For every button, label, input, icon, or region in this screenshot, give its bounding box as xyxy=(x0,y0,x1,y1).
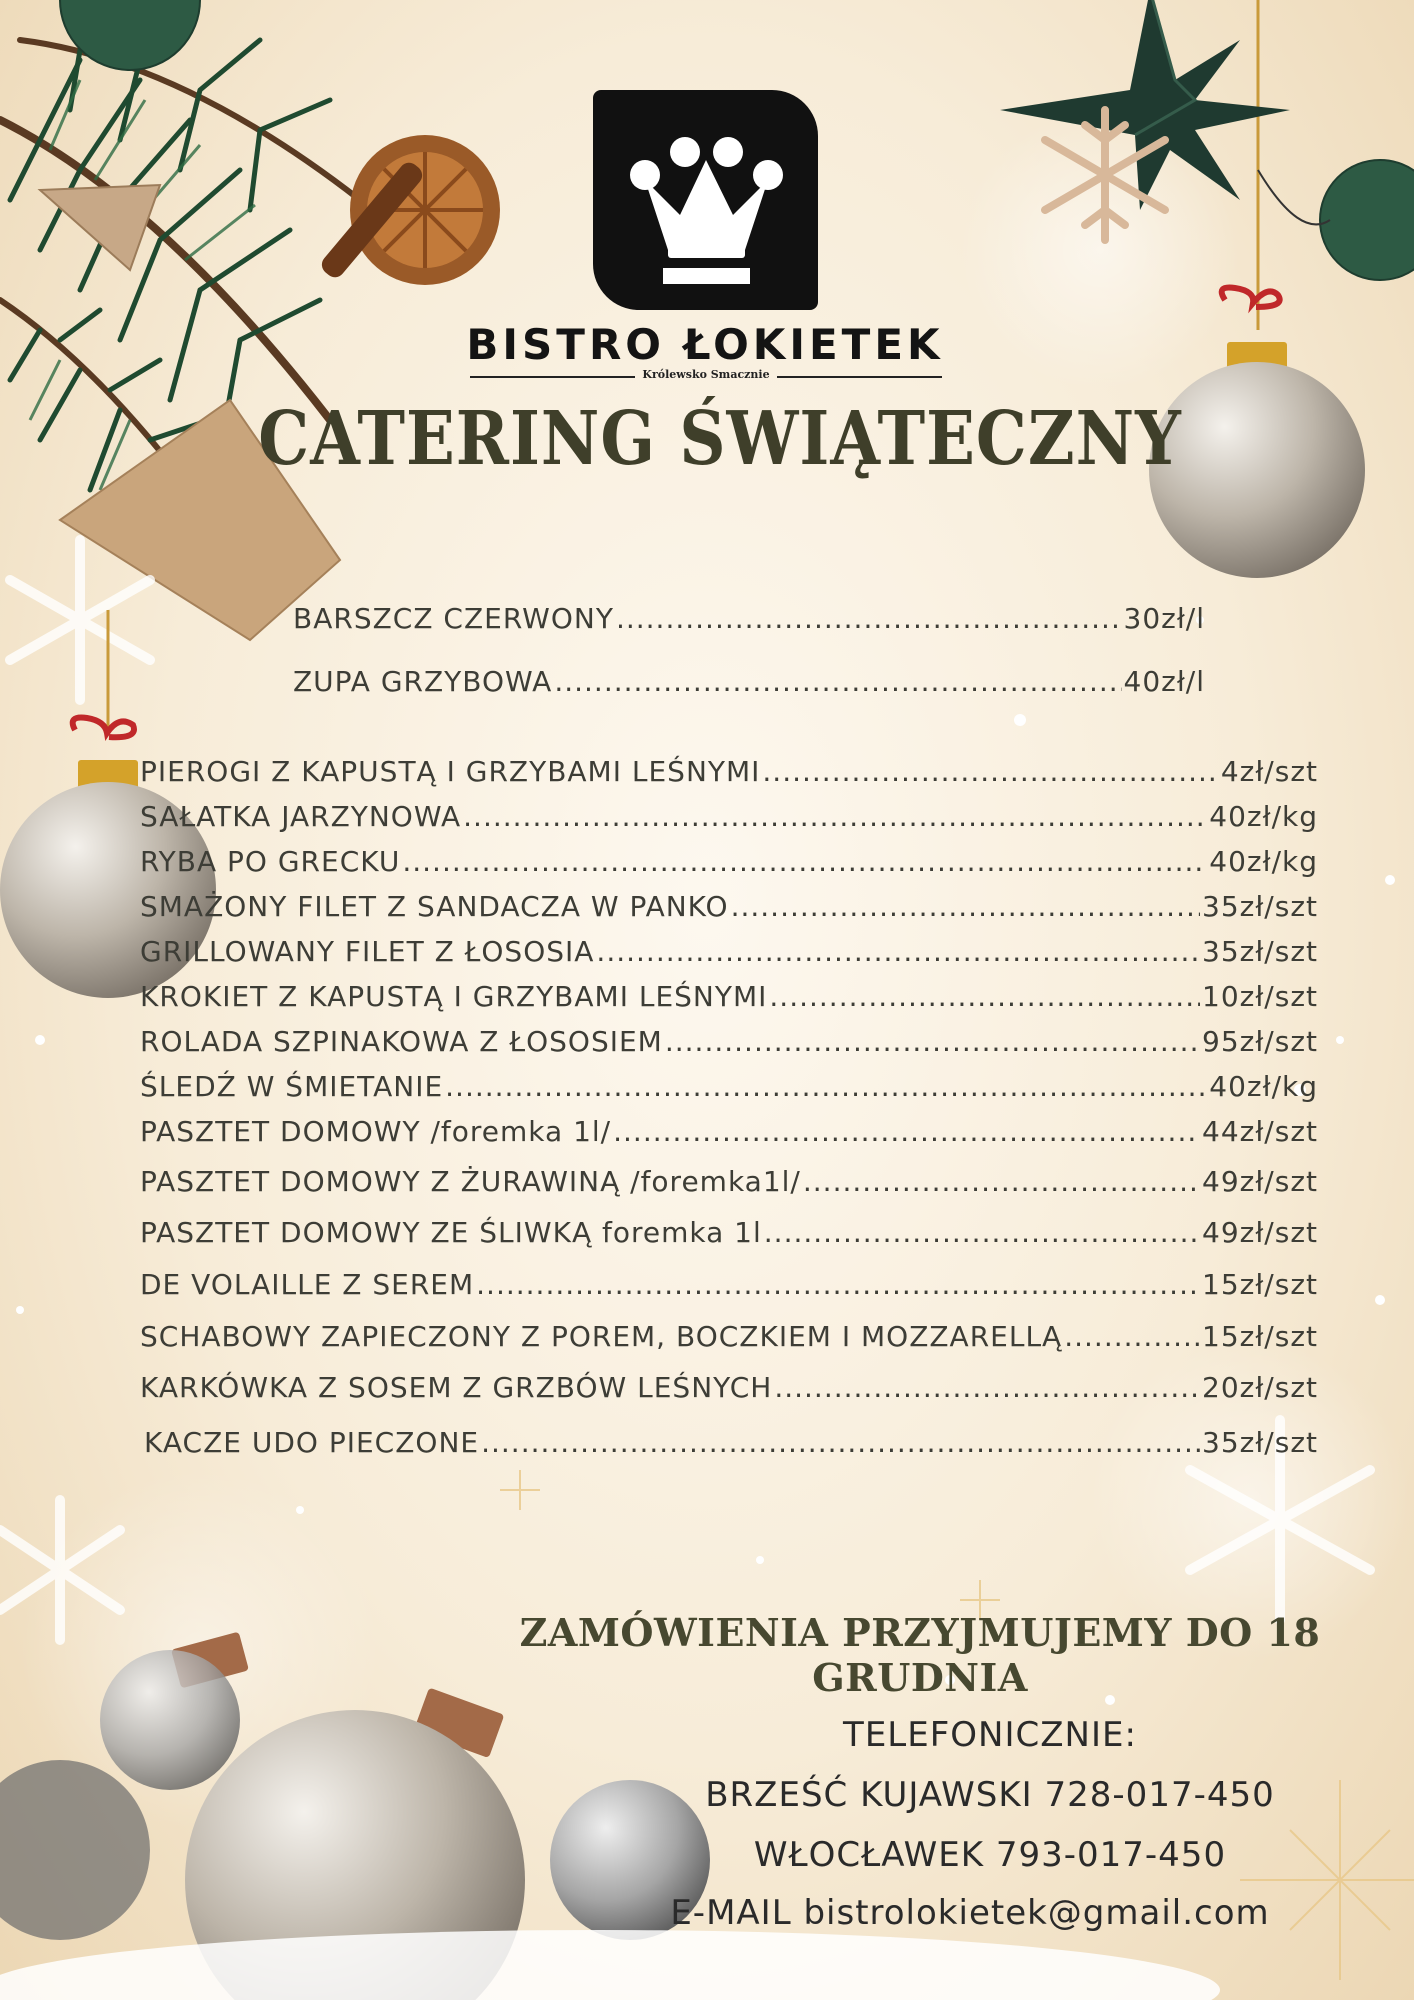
leader-dots xyxy=(769,980,1200,1013)
menu-item-price: 40zł/l xyxy=(1123,665,1205,698)
menu-item-price: 15zł/szt xyxy=(1202,1320,1318,1353)
tagline-wrap xyxy=(470,368,942,386)
menu-item-name: GRILLOWANY FILET Z ŁOSOSIA xyxy=(140,935,595,968)
menu-item xyxy=(140,1070,1318,1103)
leader-dots xyxy=(554,665,1121,698)
leader-dots xyxy=(463,800,1207,833)
menu-item xyxy=(140,1371,1318,1404)
menu-item xyxy=(140,890,1318,923)
menu-item-price: 49zł/szt xyxy=(1202,1216,1318,1249)
menu-item-name: ZUPA GRZYBOWA xyxy=(293,665,553,698)
leader-dots xyxy=(764,1216,1200,1249)
logo xyxy=(593,90,818,310)
menu-item-price: 20zł/szt xyxy=(1202,1371,1318,1404)
menu-item-name: DE VOLAILLE Z SEREM xyxy=(140,1268,475,1301)
leader-dots xyxy=(402,845,1207,878)
menu-item-name: RYBA PO GRECKU xyxy=(140,845,401,878)
menu-item xyxy=(140,800,1318,833)
brand-tagline: Królewsko Smacznie xyxy=(642,368,770,381)
leader-dots xyxy=(731,890,1200,923)
menu-item-price: 35zł/szt xyxy=(1202,935,1318,968)
menu-item-name: PASZTET DOMOWY /foremka 1l/ xyxy=(140,1115,612,1148)
menu-item-price: 44zł/szt xyxy=(1202,1115,1318,1148)
leader-dots xyxy=(445,1070,1207,1103)
menu-item xyxy=(140,845,1318,878)
menu-item-price: 40zł/kg xyxy=(1209,800,1318,833)
leader-dots xyxy=(481,1426,1200,1459)
menu-item xyxy=(140,1025,1318,1058)
leader-dots xyxy=(803,1165,1200,1198)
menu-item xyxy=(140,1216,1318,1249)
menu-item-price: 30zł/l xyxy=(1123,602,1205,635)
menu-item xyxy=(293,602,1205,635)
menu-item-name: SCHABOWY ZAPIECZONY Z POREM, BOCZKIEM I MOZZARELLĄ xyxy=(140,1320,1063,1353)
menu-item-price: 35zł/szt xyxy=(1202,1426,1318,1459)
menu-item-name: PASZTET DOMOWY ZE ŚLIWKĄ foremka 1l xyxy=(140,1216,762,1249)
leader-dots xyxy=(613,1115,1200,1148)
menu-item xyxy=(140,1268,1318,1301)
leader-dots xyxy=(774,1371,1200,1404)
brand-name: BISTRO ŁOKIETEK xyxy=(466,320,944,369)
crown-icon xyxy=(593,90,818,310)
tagline-rule-right xyxy=(777,376,942,378)
email-contact: E-MAIL bistrolokietek@gmail.com xyxy=(670,1893,1270,1933)
menu-item-price: 49zł/szt xyxy=(1202,1165,1318,1198)
leader-dots xyxy=(596,935,1200,968)
menu-item-price: 40zł/kg xyxy=(1209,1070,1318,1103)
menu-item-name: PASZTET DOMOWY Z ŻURAWINĄ /foremka1l/ xyxy=(140,1165,801,1198)
menu-item xyxy=(293,665,1205,698)
menu-item-name: PIEROGI Z KAPUSTĄ I GRZYBAMI LEŚNYMI xyxy=(140,755,761,788)
menu-item xyxy=(144,1426,1318,1459)
menu-item-name: ŚLEDŹ W ŚMIETANIE xyxy=(140,1070,444,1103)
phone-brzesc: BRZEŚĆ KUJAWSKI 728-017-450 xyxy=(705,1775,1275,1815)
menu-item-price: 35zł/szt xyxy=(1202,890,1318,923)
leader-dots xyxy=(665,1025,1200,1058)
menu-item-price: 15zł/szt xyxy=(1202,1268,1318,1301)
contact-label: TELEFONICZNIE: xyxy=(843,1715,1137,1755)
menu-item xyxy=(140,1165,1318,1198)
menu-item-price: 10zł/szt xyxy=(1202,980,1318,1013)
page-title: CATERING ŚWIĄTECZNY xyxy=(258,396,1182,483)
leader-dots xyxy=(1064,1320,1200,1353)
leader-dots xyxy=(616,602,1122,635)
leader-dots xyxy=(476,1268,1200,1301)
menu-item xyxy=(140,1320,1318,1353)
menu-item xyxy=(140,1115,1318,1148)
menu-item-name: BARSZCZ CZERWONY xyxy=(293,602,614,635)
leader-dots xyxy=(762,755,1218,788)
menu-item-price: 4zł/szt xyxy=(1220,755,1318,788)
menu-item xyxy=(140,935,1318,968)
menu-item-name: SMAŻONY FILET Z SANDACZA W PANKO xyxy=(140,890,729,923)
menu-item-price: 95zł/szt xyxy=(1202,1025,1318,1058)
menu-item xyxy=(140,980,1318,1013)
menu-item xyxy=(140,755,1318,788)
menu-item-name: KROKIET Z KAPUSTĄ I GRZYBAMI LEŚNYMI xyxy=(140,980,768,1013)
menu-item-name: KACZE UDO PIECZONE xyxy=(144,1426,480,1459)
menu-item-price: 40zł/kg xyxy=(1209,845,1318,878)
menu-item-name: ROLADA SZPINAKOWA Z ŁOSOSIEM xyxy=(140,1025,663,1058)
orange-slice-icon xyxy=(318,135,500,285)
order-deadline: ZAMÓWIENIA PRZYJMUJEMY DO 18 GRUDNIA xyxy=(519,1610,1321,1700)
menu-item-name: SAŁATKA JARZYNOWA xyxy=(140,800,462,833)
phone-wloclawek: WŁOCŁAWEK 793-017-450 xyxy=(753,1835,1227,1875)
menu-item-name: KARKÓWKA Z SOSEM Z GRZBÓW LEŚNYCH xyxy=(140,1371,773,1404)
